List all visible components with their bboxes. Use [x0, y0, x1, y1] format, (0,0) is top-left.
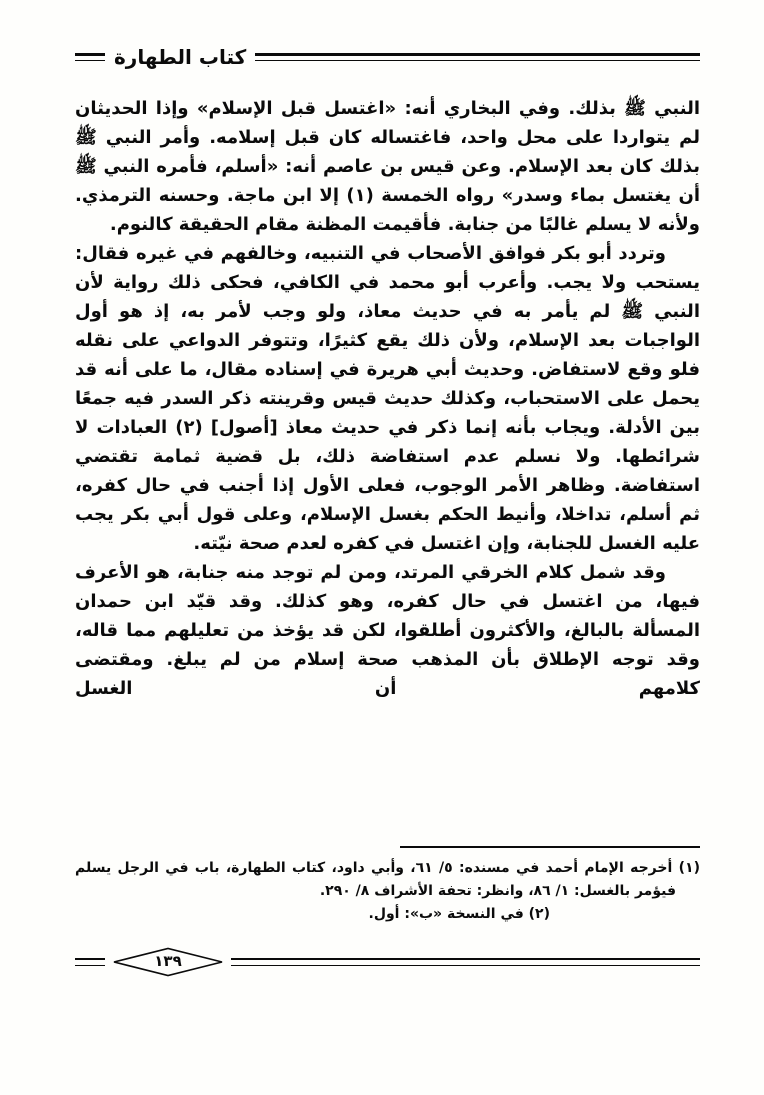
body-paragraph: وتردد أبو بكر فوافق الأصحاب في التنبيه، وخالفهم في غيره فقال: يستحب ولا يجب. وأعرب أبو محمد في الكافي، فحكى ذلك رواية لأن النبي ﷺ لم يأمر به في حديث معاذ، ولو وجب لأمر به، إذ هو أول الواجبات بعد الإسلام، ولأن ذلك يقع كثيرًا، وتتوفر الدواعي على نقله فلو وقع لاستفاض. وحديث أبي هريرة في إسناده مقال، ما على أنه قد يحمل على الاستحباب، وكذلك حديث قيس وقرينته ذكر السدر فيه جمعًا بين الأدلة. ويجاب بأنه إنما ذكر في حديث معاذ [أصول] (٢) العبادات لا شرائطها. ولا نسلم عدم استفاضة ذلك، بل قضية ثمامة تقتضي استفاضة. وظاهر الأمر الوجوب، فعلى الأول إذا أجنب في حال كفره، ثم أسلم، تداخلا، وأنيط الحكم بغسل الإسلام، وعلى قول أبي بكر يجب عليه الغسل للجنابة، وإن اغتسل في كفره لعدم صحة نيّته. — [75, 243, 700, 554]
body-paragraph: وقد شمل كلام الخرقي المرتد، ومن لم توجد منه جنابة، هو الأعرف فيها، من اغتسل في حال كفره، وهو كذلك. وقد قيّد ابن حمدان المسألة بالبالغ، والأكثرون أطلقوا، لكن قد يؤخذ من تعليلهم مما قاله، وقد توجه الإطلاق بأن المذهب صحة إسلام من لم يبلغ. ومقتضى كلامهم أن الغسل — [75, 562, 700, 699]
header-rule-right — [255, 53, 700, 61]
page-number: ١٣٩ — [154, 952, 182, 970]
footnote-separator — [400, 846, 700, 848]
page-body — [75, 94, 700, 703]
footnote: (١) أخرجه الإمام أحمد في مسنده: ٥/ ٦١، وأبي داود، كتاب الطهارة، باب في الرجل يسلم فيؤمر بالغسل: ١/ ٨٦، وانظر: تحفة الأشراف ٨/ ٢٩٠. — [75, 860, 700, 899]
header-rule-left — [75, 53, 105, 61]
footer-rule-left — [75, 958, 105, 966]
chapter-title: كتاب الطهارة — [114, 45, 247, 69]
footnote-area — [75, 846, 700, 926]
body-paragraph: النبي ﷺ بذلك. وفي البخاري أنه: «اغتسل قبل الإسلام» وإذا الحديثان لم يتواردا على محل واحد، فاغتساله كان قبل إسلامه. وأمر النبي ﷺ بذلك كان بعد الإسلام. وعن قيس بن عاصم أنه: «أسلم، فأمره النبي ﷺ أن يغتسل بماء وسدر» رواه الخمسة (١) إلا ابن ماجة. وحسنه الترمذي. ولأنه لا يسلم غالبًا من جنابة. فأقيمت المظنة مقام الحقيقة كالنوم. — [75, 98, 701, 235]
page-footer — [75, 946, 700, 978]
page-header — [75, 42, 700, 72]
page-number-ornament — [112, 947, 224, 977]
footer-rule-right — [231, 958, 700, 966]
footnote: (٢) في النسخة «ب»: أول. — [368, 906, 550, 922]
